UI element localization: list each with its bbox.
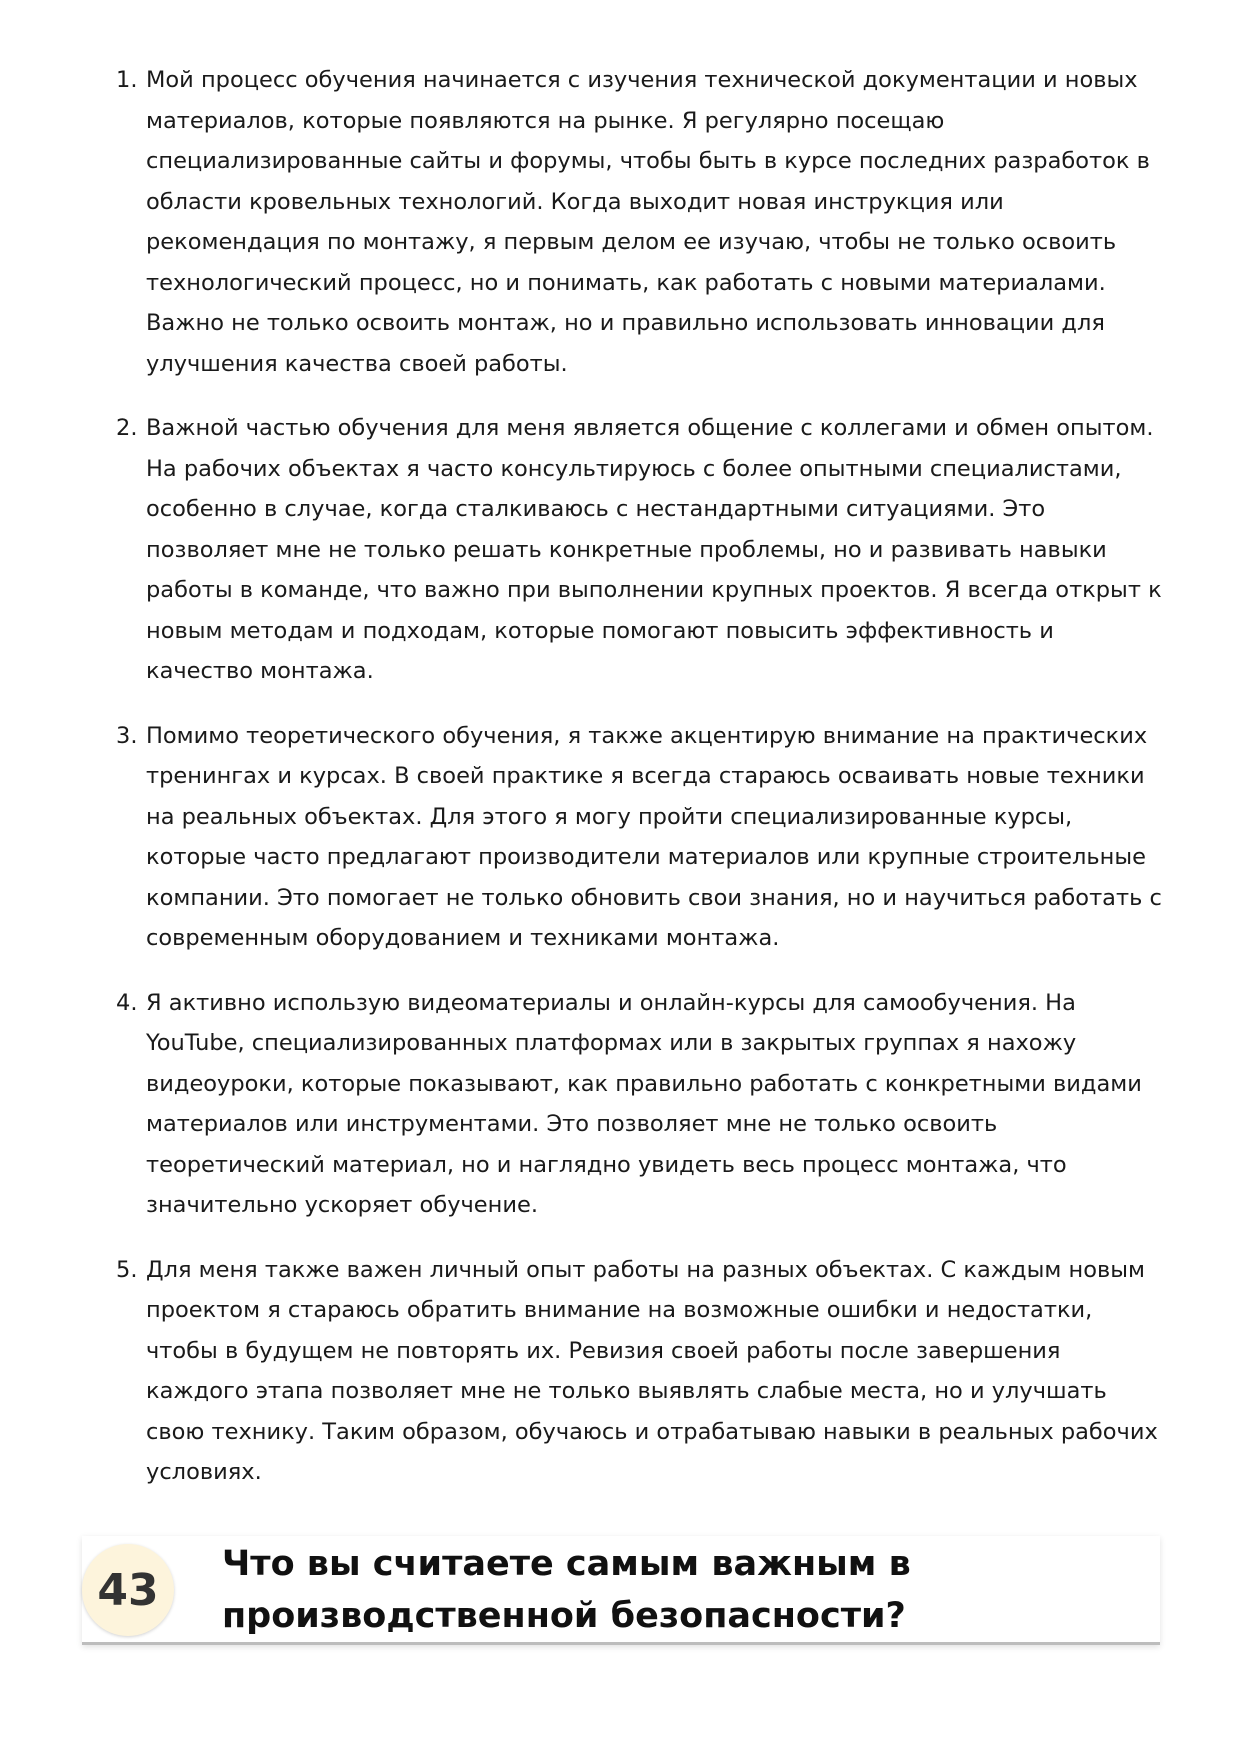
list-item: [116, 408, 1166, 692]
list-item: [116, 60, 1166, 384]
list-item-number: 2.: [116, 415, 138, 441]
list-item-text: Для меня также важен личный опыт работы на разных объектах. С каждым новым проектом я стараюсь обратить внимание на возможные ошибки и недостатки, чтобы в будущем не повторять их. Ревизия своей работы после завершения каждого этапа позволяет мне не только выявлять слабые места, но и улучшать свою технику. Таким образом, обучаюсь и отрабатываю навыки в реальных рабочих условиях.: [146, 1256, 1158, 1485]
answer-content: [116, 60, 1166, 1517]
list-item-text: Мой процесс обучения начинается с изучения технической документации и новых материалов, которые появляются на рынке. Я регулярно посещаю специализированные сайты и форумы, чтобы быть в курсе последних разработок в области кровельных технологий. Когда выходит новая инструкция или рекомендация по монтажу, я первым делом ее изучаю, чтобы не только освоить технологический процесс, но и понимать, как работать с новыми материалами. Важно не только освоить монтаж, но и правильно использовать инновации для улучшения качества своей работы.: [146, 67, 1150, 377]
list-item: [116, 983, 1166, 1226]
list-item: [116, 716, 1166, 959]
list-item-number: 3.: [116, 722, 138, 749]
list-item-number: 5.: [116, 1256, 138, 1283]
list-item-text: Важной частью обучения для меня является общение с коллегами и обмен опытом. На рабочих объектах я часто консультируюсь с более опытными специалистами, особенно в случае, когда сталкиваюсь с нестандартными ситуациями. Это позволяет мне не только решать конкретные проблемы, но и развивать навыки работы в команде, что важно при выполнении крупных проектов. Я всегда открыт к новым методам и подходам, которые помогают повысить эффективность и качество монтажа.: [146, 415, 1162, 684]
question-title: Что вы считаете самым важным в производственной безопасности?: [222, 1544, 911, 1636]
list-item-text: Помимо теоретического обучения, я также акцентирую внимание на практических тренингах и курсах. В своей практике я всегда стараюсь осваивать новые техники на реальных объектах. Для этого я могу пройти специализированные курсы, которые часто предлагают производители материалов или крупные строительные компании. Это помогает не только обновить свои знания, но и научиться работать с современным оборудованием и техниками монтажа.: [146, 722, 1162, 951]
list-item: [116, 1250, 1166, 1493]
list-item-number: 4.: [116, 989, 138, 1016]
list-item-text: Я активно использую видеоматериалы и онлайн-курсы для самообучения. На YouTube, специализированных платформах или в закрытых группах я нахожу видеоуроки, которые показывают, как правильно работать с конкретными видами материалов или инструментами. Это позволяет мне не только освоить теоретический материал, но и наглядно увидеть весь процесс монтажа, что значительно ускоряет обучение.: [146, 989, 1142, 1218]
list-item-number: 1.: [116, 67, 138, 93]
question-header: [82, 1536, 1160, 1645]
question-number-badge: 43: [82, 1544, 174, 1636]
answer-list: [116, 60, 1166, 1493]
